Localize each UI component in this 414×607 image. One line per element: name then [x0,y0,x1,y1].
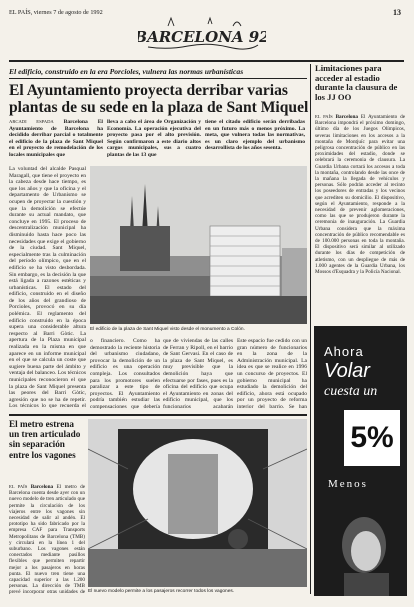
main-headline: El Ayuntamiento proyecta derribar varias plantas de su sede en la plaza de Sant Miquel [9,82,309,116]
bottom-headline: El metro estrena un tren articulado sin separación entre los vagones [9,419,81,460]
main-lead-col3: tiene el citado edificio serán derribadas en un futuro más o menos próximo. La meta, que vulnera todas las normativas, es un claro ejemplo del urbanismo desarrollista de los años sesenta. [205,119,305,152]
main-body-col1: La voluntad del alcalde Pasqual Maragall, que tiene el proyecto en la cabeza desde hace tiempo, es que los años y que la oficina y el departamento de Urbanismo se ocupen de proyectar la cuestión y que la demolición se efectúe durante su actual mandato, que concluye en 1995. El proceso de descentralización municipal ha disminuido hasta hace poco las necesidades que exige el gobierno de la ciudad. Sant Miquel, especialmente tras la culminación del período olímpico, que en el edificio se ha visto desbordada. Sin embargo, es la decisión la que está ligada a razones estéticas y urbanísticas. El estado del edificio, construido en el diseño de los años del grandioso de Porcioles, provocó en su día polémica. El reglamento del edificio construido en la época supera una considerable altura respecto al Barri Gòtic. La apertura de la Plaza municipal realizada en la misma en que aparece en un informe municipal en el que se calcula un coste que sugiere buena parte del ámbito y ventaja del balanceo. Los técnicos municipales reconocieron el que la plaza de Sant Miquel presenta las peores del Barri Gòtic, agresión que no se ha de repetir. Los técnicos lo que recuerda el [9,166,86,410]
ad-woman-photo [314,501,407,596]
ad-line-ahora: Ahora [324,344,364,359]
main-body-col3: que de viviendas de las calles de Ferran y Ripoll, en el barrio de Sant Gervasi. En el caso de la plaza de Sant Miquel, es muy previsible que la demolición haya que efectuarse por fases, pues es la oficina del edificio que ocupa el Ayuntamiento en zonas del edificio municipal, que los funcionarios acabarán [163,338,233,410]
logo-text: BARCELONA 92 [138,28,266,46]
ad-percent-box [344,410,400,466]
airline-ad [314,326,407,596]
ad-percent: 5% [350,421,394,454]
main-kicker: El edificio, construido en la era Porcioles, vulnera las normas urbanísticas [9,67,244,76]
bottom-byline: EL PAÍS [9,484,28,489]
main-body-col4: Este espacio fue cedido con un gran número de funcionarios en la zona de la Administración municipal. La idea es que se realice en 1996 un concurso de proyectos. El gobierno municipal ha estudiado la demolición del edificio, ahora está ocupado por un proyecto de reforma interior del barrio. Se han [237,338,307,410]
main-body-col2: o financiero. Como ha demostrado la reciente historia del urbanismo ciudadano, provocar la demolición de un edificio es una operación compleja. Los consultados para los promotores suelen paralizar a este tipo de proyectos. El Ayuntamiento podría también estudiar las compensaciones que debería [90,338,160,410]
bottom-body [9,484,85,596]
bottom-byline-city: Barcelona [30,484,54,490]
ad-line-cuesta: cuesta un [324,384,378,399]
page-number: 13 [393,8,401,17]
sidebar-byline: EL PAÍS [315,114,333,119]
metro-train-photo [88,419,307,587]
byline-city: Barcelona [63,119,88,125]
sidebar-headline: Limitaciones para acceder al estadio durante la clausura de los JJ OO [315,63,398,102]
sidebar-body [315,114,405,322]
barcelona92-logo [138,14,266,54]
bottom-photo-caption: El nuevo modelo permite a los pasajeros recorrer todos los vagones. [88,589,235,594]
bottom-body-text: El metro de Barcelona cuenta desde ayer con un nuevo modelo de tren articulado que permite la circulación de los viajeros entre los vagones sin necesidad de salir al andén. El prototipo ha sido fabricado por la empresa CAF para Transports Metropolitans de Barcelona (TMB) y circulará en la línea 1 del suburbano. Los vagones están conectados mediante pasillos flexibles que permiten repartir mejor a los pasajeros en horas punta. El nuevo tren tiene una capacidad superior a las 1.200 personas. La dirección de TMB prevé incorporar otras unidades de [9,484,85,596]
ad-line-menos: Menos [328,478,368,490]
ad-line-volar: Volar [324,360,370,382]
main-lead-col2: lleva a cabo el área de Organización y Economía. La operación ejecutiva del proyecto pasa por el alto previsión. Según confirmaron a este diario altos cargos municipales, sus a cuatro plantas de las 13 que [107,119,201,158]
sidebar-body-text: El Ayuntamiento de Barcelona impondrá el próximo domingo, último día de los Juegos Olímpicos, severas limitaciones en los accesos a la montaña de Montjuïc para evitar una peligrosa concentración de público en las proximidades del estadio, donde se celebrará la ceremonia de clausura. La Guardia Urbana cortará los accesos a toda la montaña, controlando desde las once de la mañana la llegada de vehículos y personas. Sólo podrán acceder al recinto los poseedores de entradas y los vecinos que acrediten su domicilio. El dispositivo, según el Ayuntamiento, responde a la necesidad de prevenir aglomeraciones, como las que se produjeron durante la ceremonia de inauguración. La Guardia Urbana considera que la máxima concentración de público recomendable es de 100.000 personas en toda la montaña. El dispositivo será similar al utilizado durante los días de competición de atletismo, con un despliegue de más de 1.000 agentes de la Guardia Urbana, los Mossos d'Esquadra y la Policía Nacional. [315,114,405,276]
sidebar-byline-city: Barcelona [335,114,358,120]
main-photo-caption: El edificio de la plaza de Sant Miquel visto desde el monumento a Colón. [90,327,245,332]
header-date: EL PAÍS, viernes 7 de agosto de 1992 [9,9,103,16]
city-skyline-photo [90,166,307,324]
byline: ARCADI ESPADA [9,119,54,124]
main-lead-col1 [9,119,103,159]
lead-text-1: El Ayuntamiento de Barcelona ha decidido derribar parcial o totalmente el edificio de la plaza de Sant Miquel en el proyecto de remodelación de los locales municipales que [9,119,103,158]
